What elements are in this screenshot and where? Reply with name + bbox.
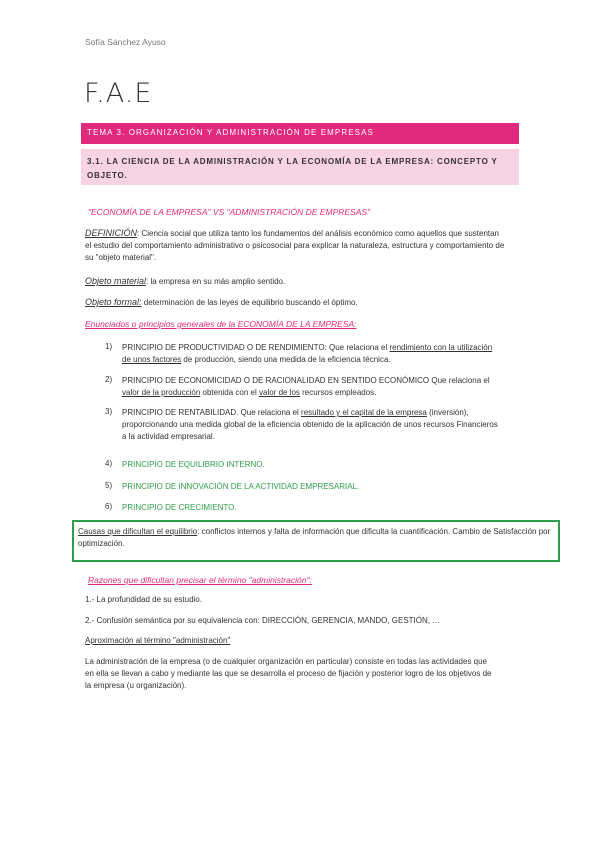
- objeto-formal-label: Objeto formal:: [85, 297, 142, 307]
- principle-2-underlined-1: valor de la producción: [122, 388, 201, 397]
- principle-1-text-a: PRINCIPIO DE PRODUCTIVIDAD O DE RENDIMIENTO: Que relaciona el: [122, 343, 390, 352]
- objeto-material-label: Objeto material: [85, 276, 147, 286]
- principle-1-text-b: de producción, siendo una medida de la eficiencia técnica.: [181, 355, 391, 364]
- objeto-formal-text: determinación de las leyes de equilibrio buscando el óptimo.: [141, 298, 358, 307]
- principle-4-number: 4): [105, 459, 113, 468]
- document-title: F.A.E: [84, 78, 153, 109]
- reason-1: 1.- La profundidad de su estudio.: [85, 595, 202, 604]
- principle-5: PRINCIPIO DE INNOVACIÓN DE LA ACTIVIDAD EMPRESARIAL.: [122, 482, 360, 491]
- principle-1-number: 1): [105, 342, 113, 351]
- principle-3-text-a: PRINCIPIO DE RENTABILIDAD. Que relaciona el: [122, 408, 302, 417]
- definition-label: DEFINICIÓN: [85, 228, 138, 238]
- approximation-text: La administración de la empresa (o de cualquier organización en particular) consiste en todas las actividades que en ella se llevan a cabo y mediante las que se desarrolla el proceso de fijación y posterior logro de los objetivos de la empresa (u organización).: [85, 657, 492, 690]
- principle-3-text-b: (inversión), proporcionando una medida global de la eficiencia obtenido de la aplicación de unos recursos Financieros a la actividad empresarial.: [122, 408, 498, 441]
- heading-economia-vs-administracion: "ECONOMÍA DE LA EMPRESA" VS "ADMINISTRACIÓN DE EMPRESAS": [88, 207, 371, 217]
- principle-1: [122, 342, 500, 366]
- principle-2-number: 2): [105, 375, 113, 384]
- principle-3: [122, 407, 500, 443]
- heading-razones: Razones que dificultan precisar el término "administración":: [88, 575, 312, 585]
- section-title-band: [81, 123, 519, 144]
- subsection-title-band: [81, 149, 519, 185]
- approximation-heading: Aproximación al término "administración": [85, 636, 231, 645]
- principle-2-underlined-2: valor de los: [259, 388, 300, 397]
- objeto-material-text: : la empresa en su más amplio sentido.: [146, 277, 286, 286]
- equilibrium-causes-label: Causas que dificultan el equilibrio: [78, 527, 198, 536]
- principle-6: PRINCIPIO DE CRECIMIENTO.: [122, 503, 237, 512]
- principle-2: [122, 375, 500, 399]
- definition-paragraph: [85, 227, 505, 264]
- section-title: TEMA 3. ORGANIZACIÓN Y ADMINISTRACIÓN DE EMPRESAS: [87, 128, 374, 137]
- principle-2-text-c: recursos empleados.: [299, 388, 377, 397]
- principle-4: PRINCIPIO DE EQUILIBRIO INTERNO.: [122, 460, 265, 469]
- author-name: Sofía Sánchez Ayuso: [85, 37, 166, 47]
- principle-3-underlined: resultado y el capital de la empresa: [301, 408, 427, 417]
- equilibrium-causes-body: : conflictos internos y falta de información que dificulta la cuantificación. Cambio de Satisfacción por optimización.: [78, 527, 551, 548]
- principle-2-text-b: obtenida con el: [200, 388, 259, 397]
- objeto-material-paragraph: [85, 275, 285, 288]
- principle-1-underlined: rendimiento con la utilización de unos factores: [122, 343, 493, 364]
- definition-text: : Ciencia social que utiliza tanto los fundamentos del análisis económico como aquellos que sustentan el estudio del comportamiento administrativo o psicosocial para explicar la naturaleza, estructura y comportamiento de su "objeto material".: [85, 229, 505, 262]
- subsection-title: 3.1. LA CIENCIA DE LA ADMINISTRACIÓN Y LA ECONOMÍA DE LA EMPRESA: CONCEPTO Y OBJETO.: [87, 157, 498, 180]
- reason-2: 2.- Confusión semántica por su equivalencia con: DIRECCIÓN, GERENCIA, MANDO, GESTIÓN, …: [85, 616, 441, 625]
- objeto-formal-paragraph: [85, 296, 358, 309]
- principle-2-text-a: PRINCIPIO DE ECONOMICIDAD O DE RACIONALIDAD EN SENTIDO ECONÓMICO Que relaciona el: [122, 376, 490, 385]
- principle-5-number: 5): [105, 481, 113, 490]
- principle-6-number: 6): [105, 502, 113, 511]
- heading-principios: Enunciados o principios generales de la ECONOMÍA DE LA EMPRESA:: [85, 319, 357, 329]
- principle-3-number: 3): [105, 407, 113, 416]
- equilibrium-causes-text: [78, 526, 554, 550]
